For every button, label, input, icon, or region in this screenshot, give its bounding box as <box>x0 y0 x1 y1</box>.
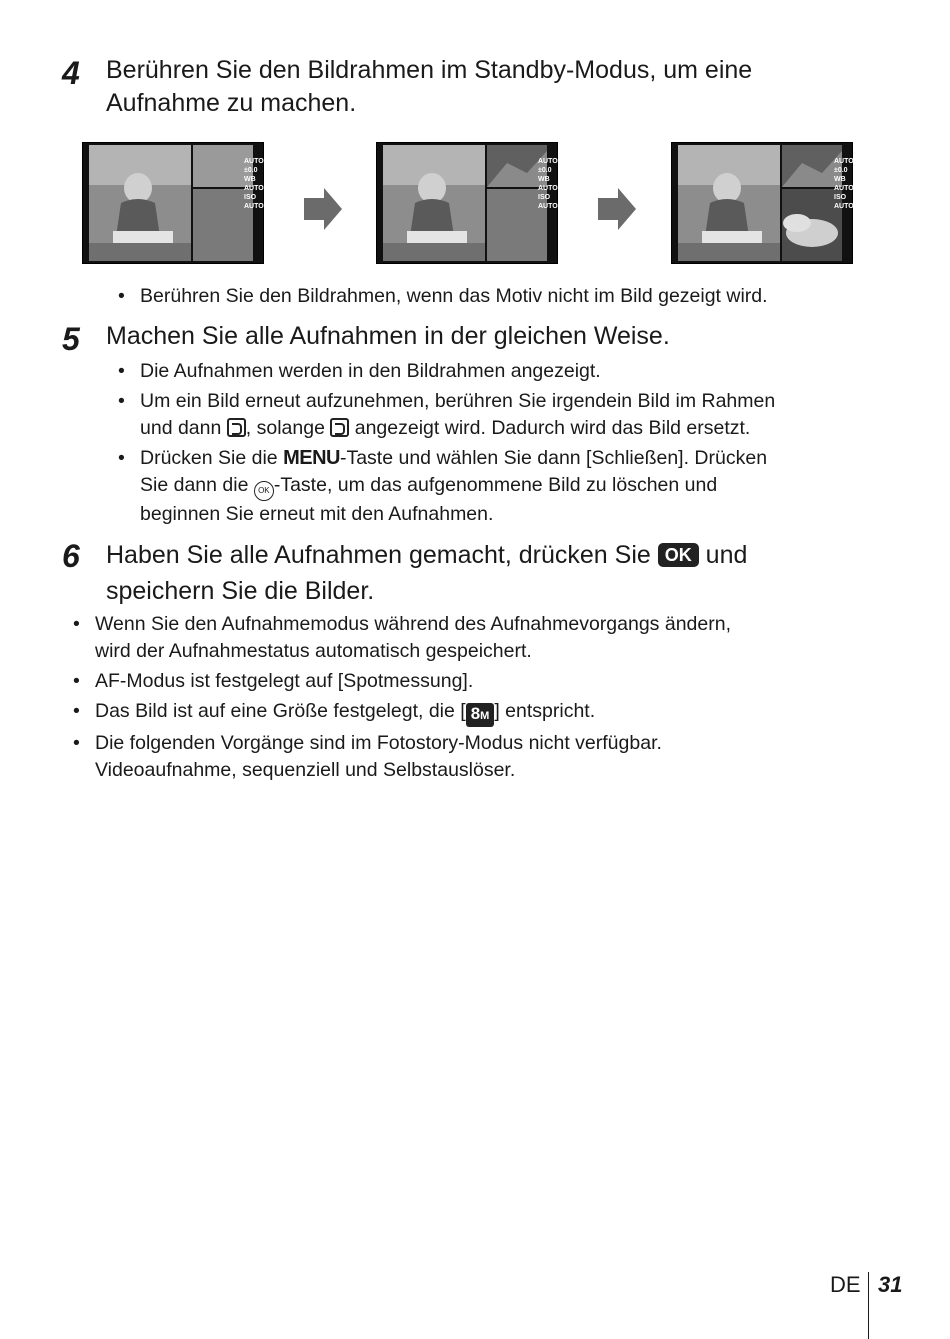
bullet: • <box>118 285 125 307</box>
note-text: wird der Aufnahmestatus automatisch gespeichert. <box>95 640 532 662</box>
note-text: Das Bild ist auf eine Größe festgelegt, die [ <box>95 700 466 722</box>
note-text: AF-Modus ist festgelegt auf [Spotmessung]. <box>95 670 474 692</box>
ev-label: ±0.0 <box>538 167 552 174</box>
wb-auto-label: AUTO <box>244 185 264 192</box>
step-text-line: Aufnahme zu machen. <box>106 89 357 117</box>
step-6 <box>62 537 747 609</box>
bullet-text: Um ein Bild erneut aufzunehmen, berühren Sie irgendein Bild im Rahmen <box>140 390 776 412</box>
ev-label: ±0.0 <box>244 167 258 174</box>
iso-label: ISO <box>244 194 257 201</box>
ok-button-icon: OK <box>254 481 274 501</box>
step-4-bullets <box>118 283 768 310</box>
bullet-text: Sie dann die <box>140 474 254 496</box>
camera-screen-1 <box>82 142 264 264</box>
bullet-text: -Taste und wählen Sie dann [Schließen]. Drücken <box>339 447 768 469</box>
ev-label: ±0.0 <box>834 167 848 174</box>
bullet-text: -Taste, um das aufgenommene Bild zu löschen und <box>273 474 718 496</box>
list-item <box>73 730 731 784</box>
list-item <box>118 283 768 310</box>
image-size-8m-icon <box>466 703 495 727</box>
back-icon <box>330 418 349 437</box>
notes-list <box>73 611 731 784</box>
flash-label: AUTO <box>244 158 264 165</box>
iso-auto-label: AUTO <box>538 203 558 210</box>
step-5 <box>62 320 670 356</box>
step-5-bullets <box>118 358 776 528</box>
step-text-line: Berühren Sie den Bildrahmen im Standby-Modus, um eine <box>106 56 753 84</box>
bullet-text: Die Aufnahmen werden in den Bildrahmen angezeigt. <box>140 360 601 382</box>
bullet: • <box>73 732 80 754</box>
screen-2-labels <box>538 157 558 211</box>
list-item <box>118 445 775 528</box>
menu-key-label: MENU <box>283 447 340 469</box>
bullet-text: Berühren Sie den Bildrahmen, wenn das Motiv nicht im Bild gezeigt wird. <box>140 285 768 307</box>
bullet: • <box>73 700 80 722</box>
ok-key-icon: OK <box>658 543 699 567</box>
step-text <box>106 54 752 120</box>
step-text-part: Haben Sie alle Aufnahmen gemacht, drücken Sie <box>106 541 658 569</box>
bullet: • <box>118 360 125 382</box>
size-number: 8 <box>470 704 481 723</box>
wb-label: WB <box>244 176 256 183</box>
step-text-line: speichern Sie die Bilder. <box>106 577 375 605</box>
camera-screen-3 <box>671 142 853 264</box>
list-item <box>118 388 776 442</box>
camera-screen-2 <box>376 142 558 264</box>
bullet-text: beginnen Sie erneut mit den Aufnahmen. <box>140 503 494 525</box>
wb-auto-label: AUTO <box>538 185 558 192</box>
step-text-part: und <box>698 541 748 569</box>
bullet: • <box>73 613 80 635</box>
bullet: • <box>118 447 125 469</box>
note-text: Wenn Sie den Aufnahmemodus während des Aufnahmevorgangs ändern, <box>95 613 731 635</box>
arrow-right-icon <box>304 188 342 230</box>
list-item <box>73 698 731 727</box>
step-text: Machen Sie alle Aufnahmen in der gleichen Weise. <box>106 322 670 350</box>
page-number: 31 <box>878 1272 903 1297</box>
back-icon <box>227 418 246 437</box>
step-number: 5 <box>62 321 80 357</box>
step-4 <box>62 54 752 120</box>
iso-label: ISO <box>834 194 847 201</box>
note-text: Videoaufnahme, sequenziell und Selbstauslöser. <box>95 759 516 781</box>
step-text-line <box>106 537 747 573</box>
bullet: • <box>73 670 80 692</box>
footer-divider <box>868 1272 869 1339</box>
wb-label: WB <box>538 176 550 183</box>
footer-language: DE <box>830 1272 861 1297</box>
screen-3-labels <box>834 157 854 211</box>
size-unit: M <box>480 710 490 722</box>
note-text: ] entspricht. <box>494 700 596 722</box>
list-item <box>118 358 775 385</box>
list-item <box>73 611 731 665</box>
bullet-text: , solange <box>245 417 331 439</box>
bullet: • <box>118 390 125 412</box>
note-text: Die folgenden Vorgänge sind im Fotostory-Modus nicht verfügbar. <box>95 732 662 754</box>
step-text <box>106 537 747 609</box>
bullet-text: angezeigt wird. Dadurch wird das Bild ersetzt. <box>349 417 751 439</box>
step-number: 6 <box>62 538 80 574</box>
iso-auto-label: AUTO <box>244 203 264 210</box>
flash-label: AUTO <box>538 158 558 165</box>
screen-1-labels <box>244 157 264 211</box>
step-number: 4 <box>62 55 80 91</box>
iso-label: ISO <box>538 194 551 201</box>
wb-label: WB <box>834 176 846 183</box>
flash-label: AUTO <box>834 158 854 165</box>
list-item <box>73 668 731 695</box>
arrow-right-icon <box>598 188 636 230</box>
wb-auto-label: AUTO <box>834 185 854 192</box>
iso-auto-label: AUTO <box>834 203 854 210</box>
bullet-text: Drücken Sie die <box>140 447 284 469</box>
bullet-text: und dann <box>140 417 227 439</box>
